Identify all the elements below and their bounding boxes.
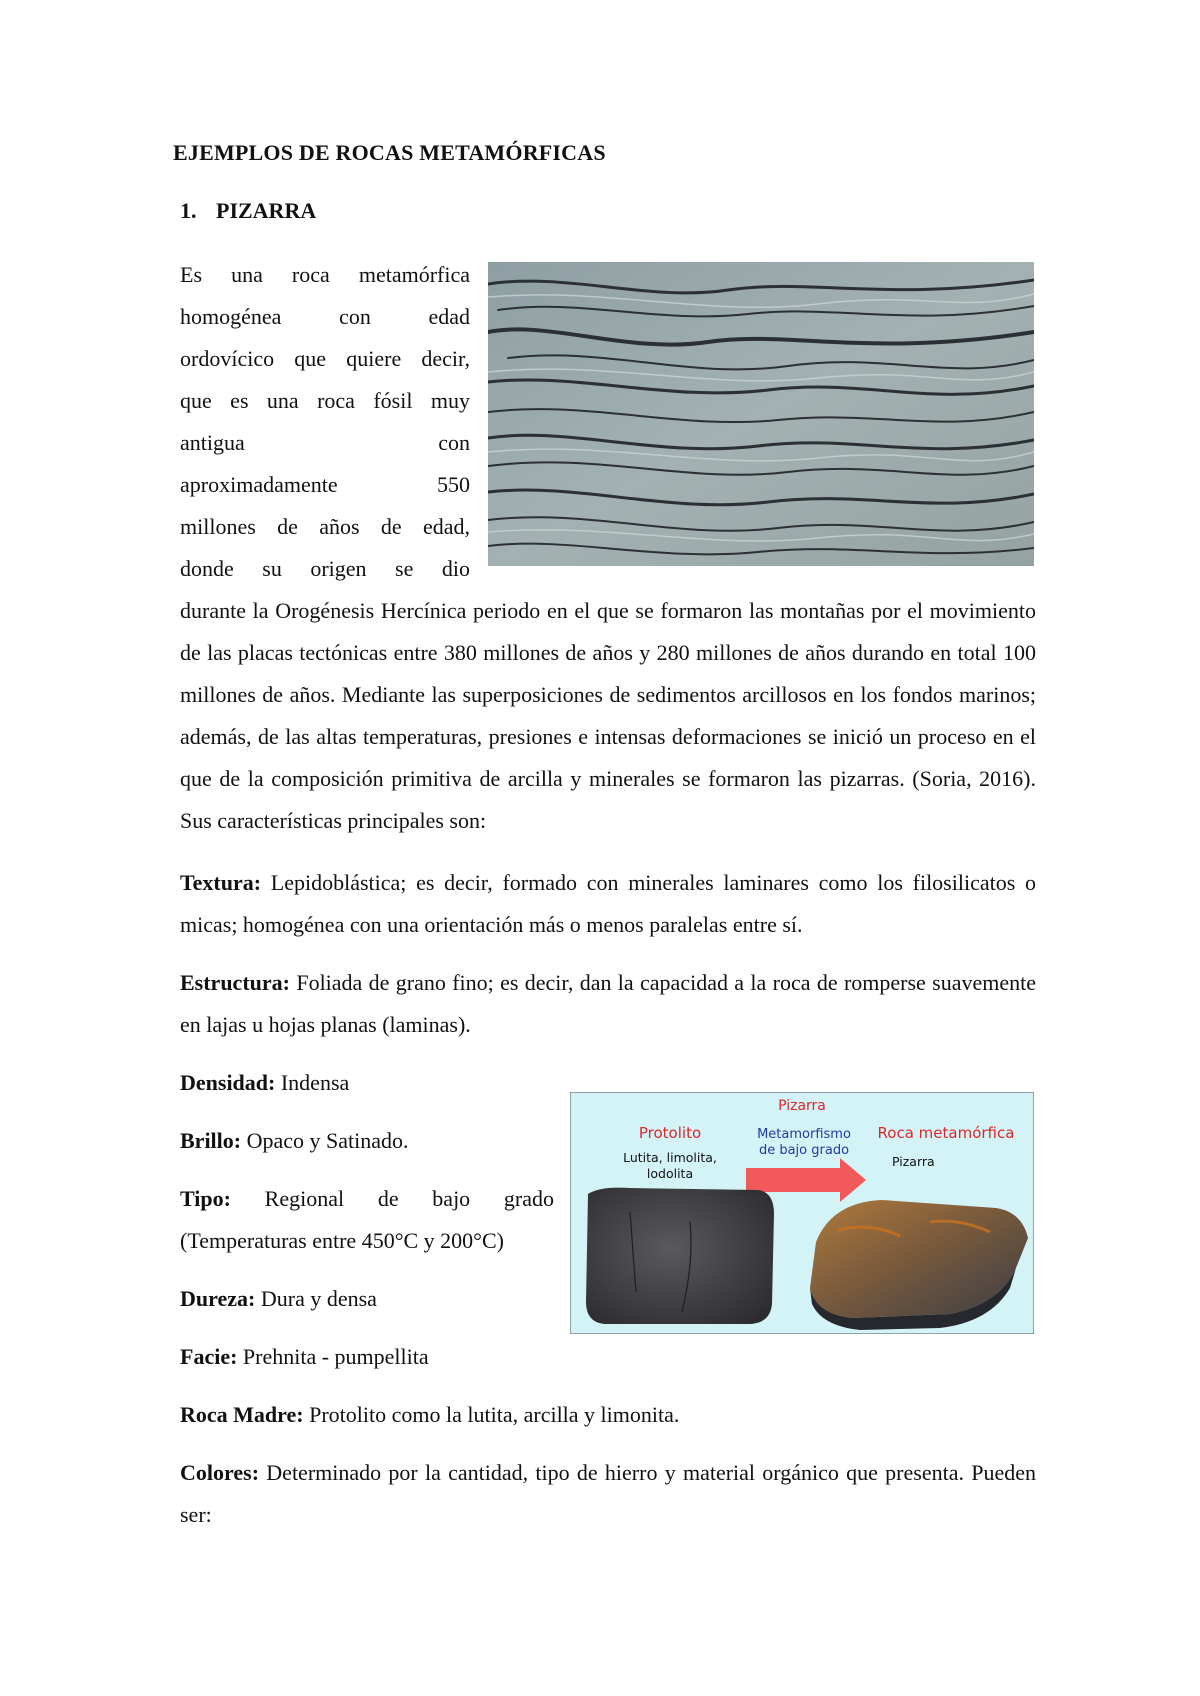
protolith-title: Protolito: [638, 1124, 702, 1142]
property-label: Tipo:: [180, 1186, 231, 1211]
property-tipo-line2: (Temperaturas entre 450°C y 200°C): [180, 1228, 504, 1253]
property-value: Dura y densa: [260, 1286, 377, 1311]
document-title: EJEMPLOS DE ROCAS METAMÓRFICAS: [173, 140, 606, 165]
property-value: Lepidoblástica; es decir, formado con minerales laminares como los filosilicatos o micas; homogénea con una orientación más o menos paralelas entre sí.: [180, 870, 1036, 937]
property-value: Determinado por la cantidad, tipo de hierro y material orgánico que presenta. Pueden ser:: [180, 1460, 1036, 1527]
property-tipo: [180, 1178, 554, 1220]
intro-line: millones de años de edad,: [180, 514, 470, 539]
property-facie: [180, 1336, 780, 1378]
property-estructura: [180, 962, 1036, 1046]
property-textura: [180, 862, 1036, 946]
section-number: 1.: [180, 198, 197, 223]
intro-continuation-paragraph: durante la Orogénesis Hercínica periodo en el que se formaron las montañas por el movimiento de las placas tectónicas entre 380 millones de años y 280 millones de años durando en total 100 millones de años. Mediante las superposiciones de sedimentos arcillosos en los fondos marinos; además, de las altas temperaturas, presiones e intensas deformaciones se inició un proceso en el que de la composición primitiva de arcilla y minerales se formaron las pizarras. (Soria, 2016). Sus características principales son:: [180, 598, 1036, 833]
intro-line: aproximadamente 550: [180, 472, 470, 497]
property-label: Facie:: [180, 1344, 238, 1369]
property-label: Textura:: [180, 870, 262, 895]
metamorphism-diagram-svg: [570, 1092, 1034, 1334]
intro-line: ordovícico que quiere decir,: [180, 346, 470, 371]
property-colores: [180, 1452, 1036, 1536]
property-value: Foliada de grano fino; es decir, dan la capacidad a la roca de romperse suavemente en lajas u hojas planas (laminas).: [180, 970, 1036, 1037]
property-brillo: [180, 1120, 560, 1162]
intro-line: homogénea con edad: [180, 304, 470, 329]
intro-line: donde su origen se dio: [180, 556, 470, 581]
property-label: Densidad:: [180, 1070, 276, 1095]
intro-line: Es una roca metamórfica: [180, 262, 470, 287]
protolith-rock-image: [586, 1188, 774, 1324]
diagram-top-label: Pizarra: [778, 1098, 826, 1114]
property-value: Opaco y Satinado.: [246, 1128, 409, 1153]
property-value: Protolito como la lutita, arcilla y limonita.: [309, 1402, 680, 1427]
section-title: PIZARRA: [216, 198, 317, 223]
intro-line: que es una roca fósil muy: [180, 388, 470, 413]
property-value: Prehnita - pumpellita: [242, 1344, 429, 1369]
protolith-line2: lodolita: [646, 1166, 694, 1181]
property-roca-madre: [180, 1394, 1036, 1436]
slate-outcrop-photo: [488, 262, 1034, 566]
metamorphic-rock-title: Roca metamórfica: [877, 1124, 1015, 1142]
property-value: Regional de bajo grado: [264, 1186, 554, 1211]
section-heading: [180, 198, 316, 224]
property-value: Indensa: [280, 1070, 350, 1095]
property-densidad: [180, 1062, 560, 1104]
metamorphism-line2: de bajo grado: [758, 1143, 850, 1158]
metamorphic-rock-sub: Pizarra: [892, 1154, 935, 1169]
metamorphism-line1: Metamorfismo: [757, 1127, 851, 1142]
intro-line: antigua con: [180, 430, 470, 455]
property-label: Dureza:: [180, 1286, 256, 1311]
slate-layers-illustration: [488, 262, 1034, 566]
protolith-line1: Lutita, limolita,: [623, 1150, 717, 1165]
property-label: Estructura:: [180, 970, 290, 995]
metamorphism-diagram: [570, 1092, 1034, 1334]
property-label: Roca Madre:: [180, 1402, 304, 1427]
property-dureza: [180, 1278, 560, 1320]
property-label: Brillo:: [180, 1128, 242, 1153]
property-label: Colores:: [180, 1460, 260, 1485]
